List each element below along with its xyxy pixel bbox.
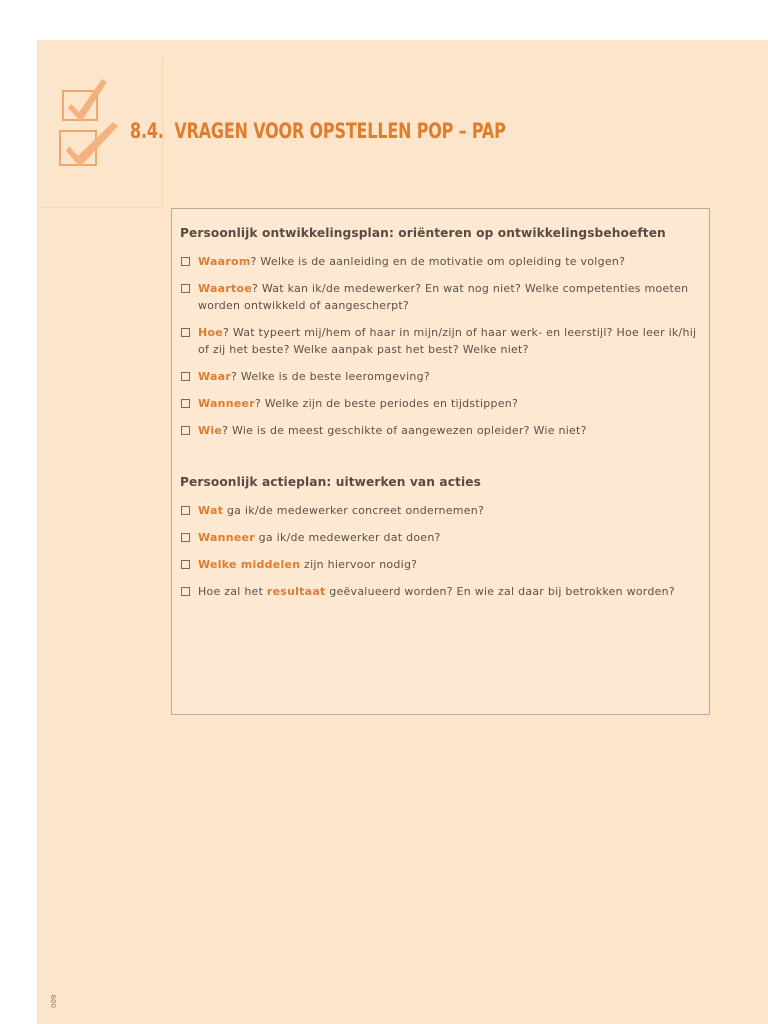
pop-item-wie[interactable]: Wie? Wie is de meest geschikte of aangewezen opleider? Wie niet?: [180, 422, 700, 439]
pop-item-hoe[interactable]: Hoe? Wat typeert mij/hem of haar in mijn/zijn of haar werk- en leerstijl? Hoe leer ik/hij of zij het beste? Welke aanpak past het best? Welke niet?: [180, 324, 700, 358]
section-title: [130, 119, 506, 143]
keyword: Hoe: [198, 326, 223, 339]
keyword: Waar: [198, 370, 232, 383]
checkbox[interactable]: [181, 506, 190, 515]
pap-item-wanneer[interactable]: Wanneer ga ik/de medewerker dat doen?: [180, 529, 700, 546]
keyword: Welke middelen: [198, 558, 301, 571]
pop-item-wanneer[interactable]: Wanneer? Welke zijn de beste periodes en tijdstippen?: [180, 395, 700, 412]
section-title-text: VRAGEN VOOR OPSTELLEN POP – PAP: [174, 119, 506, 143]
pap-item-resultaat[interactable]: Hoe zal het resultaat geëvalueerd worden? En wie zal daar bij betrokken worden?: [180, 583, 700, 600]
checkbox[interactable]: [181, 328, 190, 337]
pap-item-wat[interactable]: Wat ga ik/de medewerker concreet ondernemen?: [180, 502, 700, 519]
pap-item-middelen[interactable]: Welke middelen zijn hiervoor nodig?: [180, 556, 700, 573]
checkmark-icon: [57, 76, 123, 170]
checkbox[interactable]: [181, 426, 190, 435]
pop-heading: Persoonlijk ontwikkelingsplan: oriënteren op ontwikkelingsbehoeften: [180, 226, 666, 240]
keyword: Waartoe: [198, 282, 253, 295]
section-number: 8.4.: [130, 119, 164, 143]
checkbox[interactable]: [181, 533, 190, 542]
pop-item-waar[interactable]: Waar? Welke is de beste leeromgeving?: [180, 368, 700, 385]
keyword: Wie: [198, 424, 223, 437]
pop-item-waarom[interactable]: Waarom? Welke is de aanleiding en de motivatie om opleiding te volgen?: [180, 253, 700, 270]
keyword: resultaat: [266, 585, 326, 598]
footer-mark: 009: [50, 994, 58, 1008]
checkbox[interactable]: [181, 257, 190, 266]
keyword: Wanneer: [198, 531, 255, 544]
keyword: Wanneer: [198, 397, 255, 410]
pop-item-waartoe[interactable]: Waartoe? Wat kan ik/de medewerker? En wat nog niet? Welke competenties moeten worden ontwikkeld of aangescherpt?: [180, 280, 700, 314]
checkbox[interactable]: [181, 560, 190, 569]
checkbox[interactable]: [181, 284, 190, 293]
checkbox[interactable]: [181, 587, 190, 596]
question-box: [171, 208, 710, 715]
pap-heading: Persoonlijk actieplan: uitwerken van acties: [180, 475, 481, 489]
keyword: Waarom: [198, 255, 251, 268]
keyword: Wat: [198, 504, 224, 517]
checkbox[interactable]: [181, 372, 190, 381]
checkbox[interactable]: [181, 399, 190, 408]
